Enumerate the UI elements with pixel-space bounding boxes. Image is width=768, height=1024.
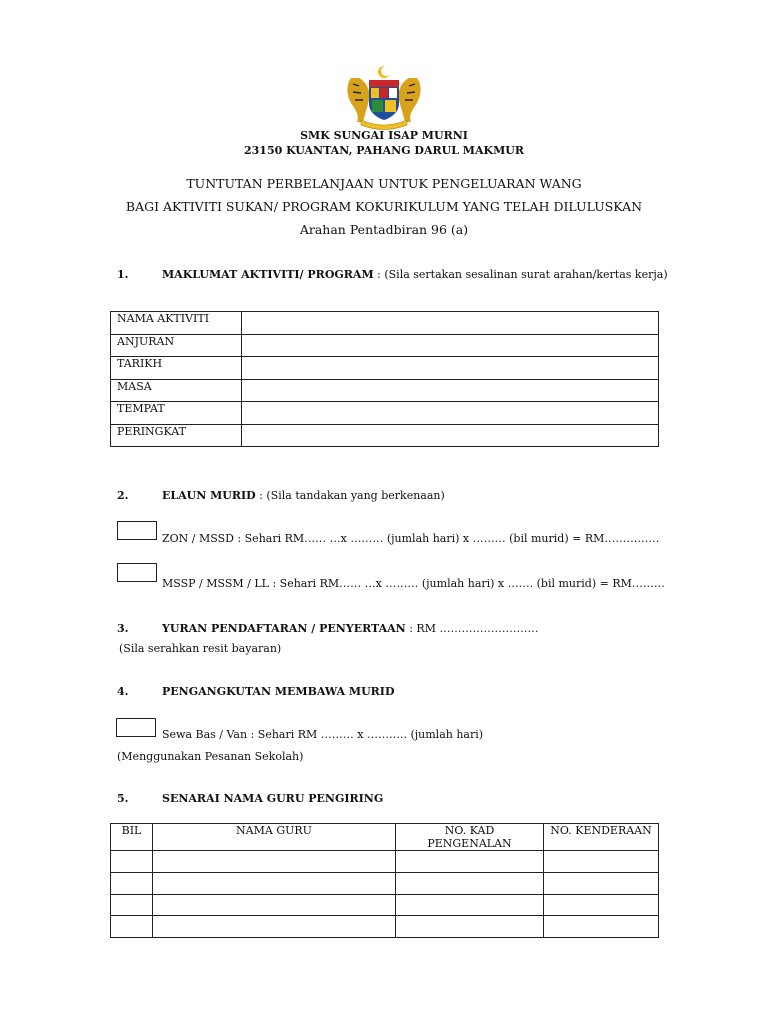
table-header-row [111,824,659,851]
table-row [111,872,659,894]
section1-heading [162,268,668,281]
zon-mssd-option-text: ZON / MSSD : Sehari RM…… …x ……… (jumlah hari) x ……… (bil murid) = RM…………… [162,532,660,545]
school-address: 23150 KUANTAN, PAHANG DARUL MAKMUR [243,144,524,157]
form-title-line2: BAGI AKTIVITI SUKAN/ PROGRAM KOKURIKULUM YANG TELAH DILULUSKAN [125,199,643,214]
table-row [111,424,659,447]
ic-number-cell[interactable] [396,916,544,938]
mssp-mssm-option-text: MSSP / MSSM / LL : Sehari RM…… …x ……… (jumlah hari) x ……. (bil murid) = RM……… [162,577,665,590]
time-field[interactable] [242,379,659,402]
ic-number-cell[interactable] [396,894,544,916]
teacher-name-cell[interactable] [153,916,396,938]
mssp-mssm-checkbox[interactable] [117,563,157,582]
organizer-field[interactable] [242,334,659,357]
section4-subnote: (Menggunakan Pesanan Sekolah) [117,750,304,763]
bil-cell[interactable] [111,916,153,938]
section3-subnote: (Sila serahkan resit bayaran) [119,642,282,655]
section3-number: 3. [117,622,129,635]
teacher-name-cell[interactable] [153,894,396,916]
row-label: ANJURAN [111,334,242,357]
vehicle-number-cell[interactable] [544,916,659,938]
activity-name-field[interactable] [242,312,659,335]
bil-cell[interactable] [111,851,153,873]
ic-number-cell[interactable] [396,872,544,894]
bus-van-option-text: Sewa Bas / Van : Sehari RM ……… x ……….. (jumlah hari) [162,728,484,741]
form-title-line3: Arahan Pentadbiran 96 (a) [299,222,469,237]
column-header-bil: BIL [111,824,153,851]
row-label: TARIKH [111,357,242,380]
table-row [111,357,659,380]
table-row [111,916,659,938]
table-row [111,379,659,402]
coat-of-arms-logo [341,64,427,130]
escort-teacher-table [110,823,659,938]
column-header-teacher-name: NAMA GURU [153,824,396,851]
row-label: MASA [111,379,242,402]
vehicle-number-cell[interactable] [544,894,659,916]
section2-number: 2. [117,489,129,502]
date-field[interactable] [242,357,659,380]
section3-note: : RM ……………………… [405,622,539,635]
section2-heading [162,489,445,502]
section3-heading [162,622,538,635]
form-title-line1: TUNTUTAN PERBELANJAAN UNTUK PENGELUARAN WANG [186,176,582,191]
table-row [111,851,659,873]
row-label: PERINGKAT [111,424,242,447]
venue-field[interactable] [242,402,659,425]
table-row [111,894,659,916]
row-label: NAMA AKTIVITI [111,312,242,335]
vehicle-number-cell[interactable] [544,872,659,894]
ic-number-cell[interactable] [396,851,544,873]
section5-title: SENARAI NAMA GURU PENGIRING [162,792,384,805]
section4-title: PENGANGKUTAN MEMBAWA MURID [162,685,395,698]
activity-info-table [110,311,659,447]
section1-note: : (Sila sertakan sesalinan surat arahan/kertas kerja) [373,268,668,281]
column-header-vehicle-number: NO. KENDERAAN [544,824,659,851]
bil-cell[interactable] [111,894,153,916]
school-name: SMK SUNGAI ISAP MURNI [300,129,468,142]
teacher-name-cell[interactable] [153,872,396,894]
zon-mssd-checkbox[interactable] [117,521,157,540]
bil-cell[interactable] [111,872,153,894]
table-row [111,312,659,335]
row-label: TEMPAT [111,402,242,425]
table-row [111,402,659,425]
table-row [111,334,659,357]
section2-note: : (Sila tandakan yang berkenaan) [255,489,445,502]
level-field[interactable] [242,424,659,447]
section3-title: YURAN PENDAFTARAN / PENYERTAAN [162,622,406,635]
section5-number: 5. [117,792,129,805]
column-header-ic-number: NO. KAD PENGENALAN [396,824,544,851]
section4-number: 4. [117,685,129,698]
section2-title: ELAUN MURID [162,489,256,502]
section1-number: 1. [117,268,129,281]
section1-title: MAKLUMAT AKTIVITI/ PROGRAM [162,268,374,281]
bus-van-checkbox[interactable] [116,718,156,737]
teacher-name-cell[interactable] [153,851,396,873]
vehicle-number-cell[interactable] [544,851,659,873]
